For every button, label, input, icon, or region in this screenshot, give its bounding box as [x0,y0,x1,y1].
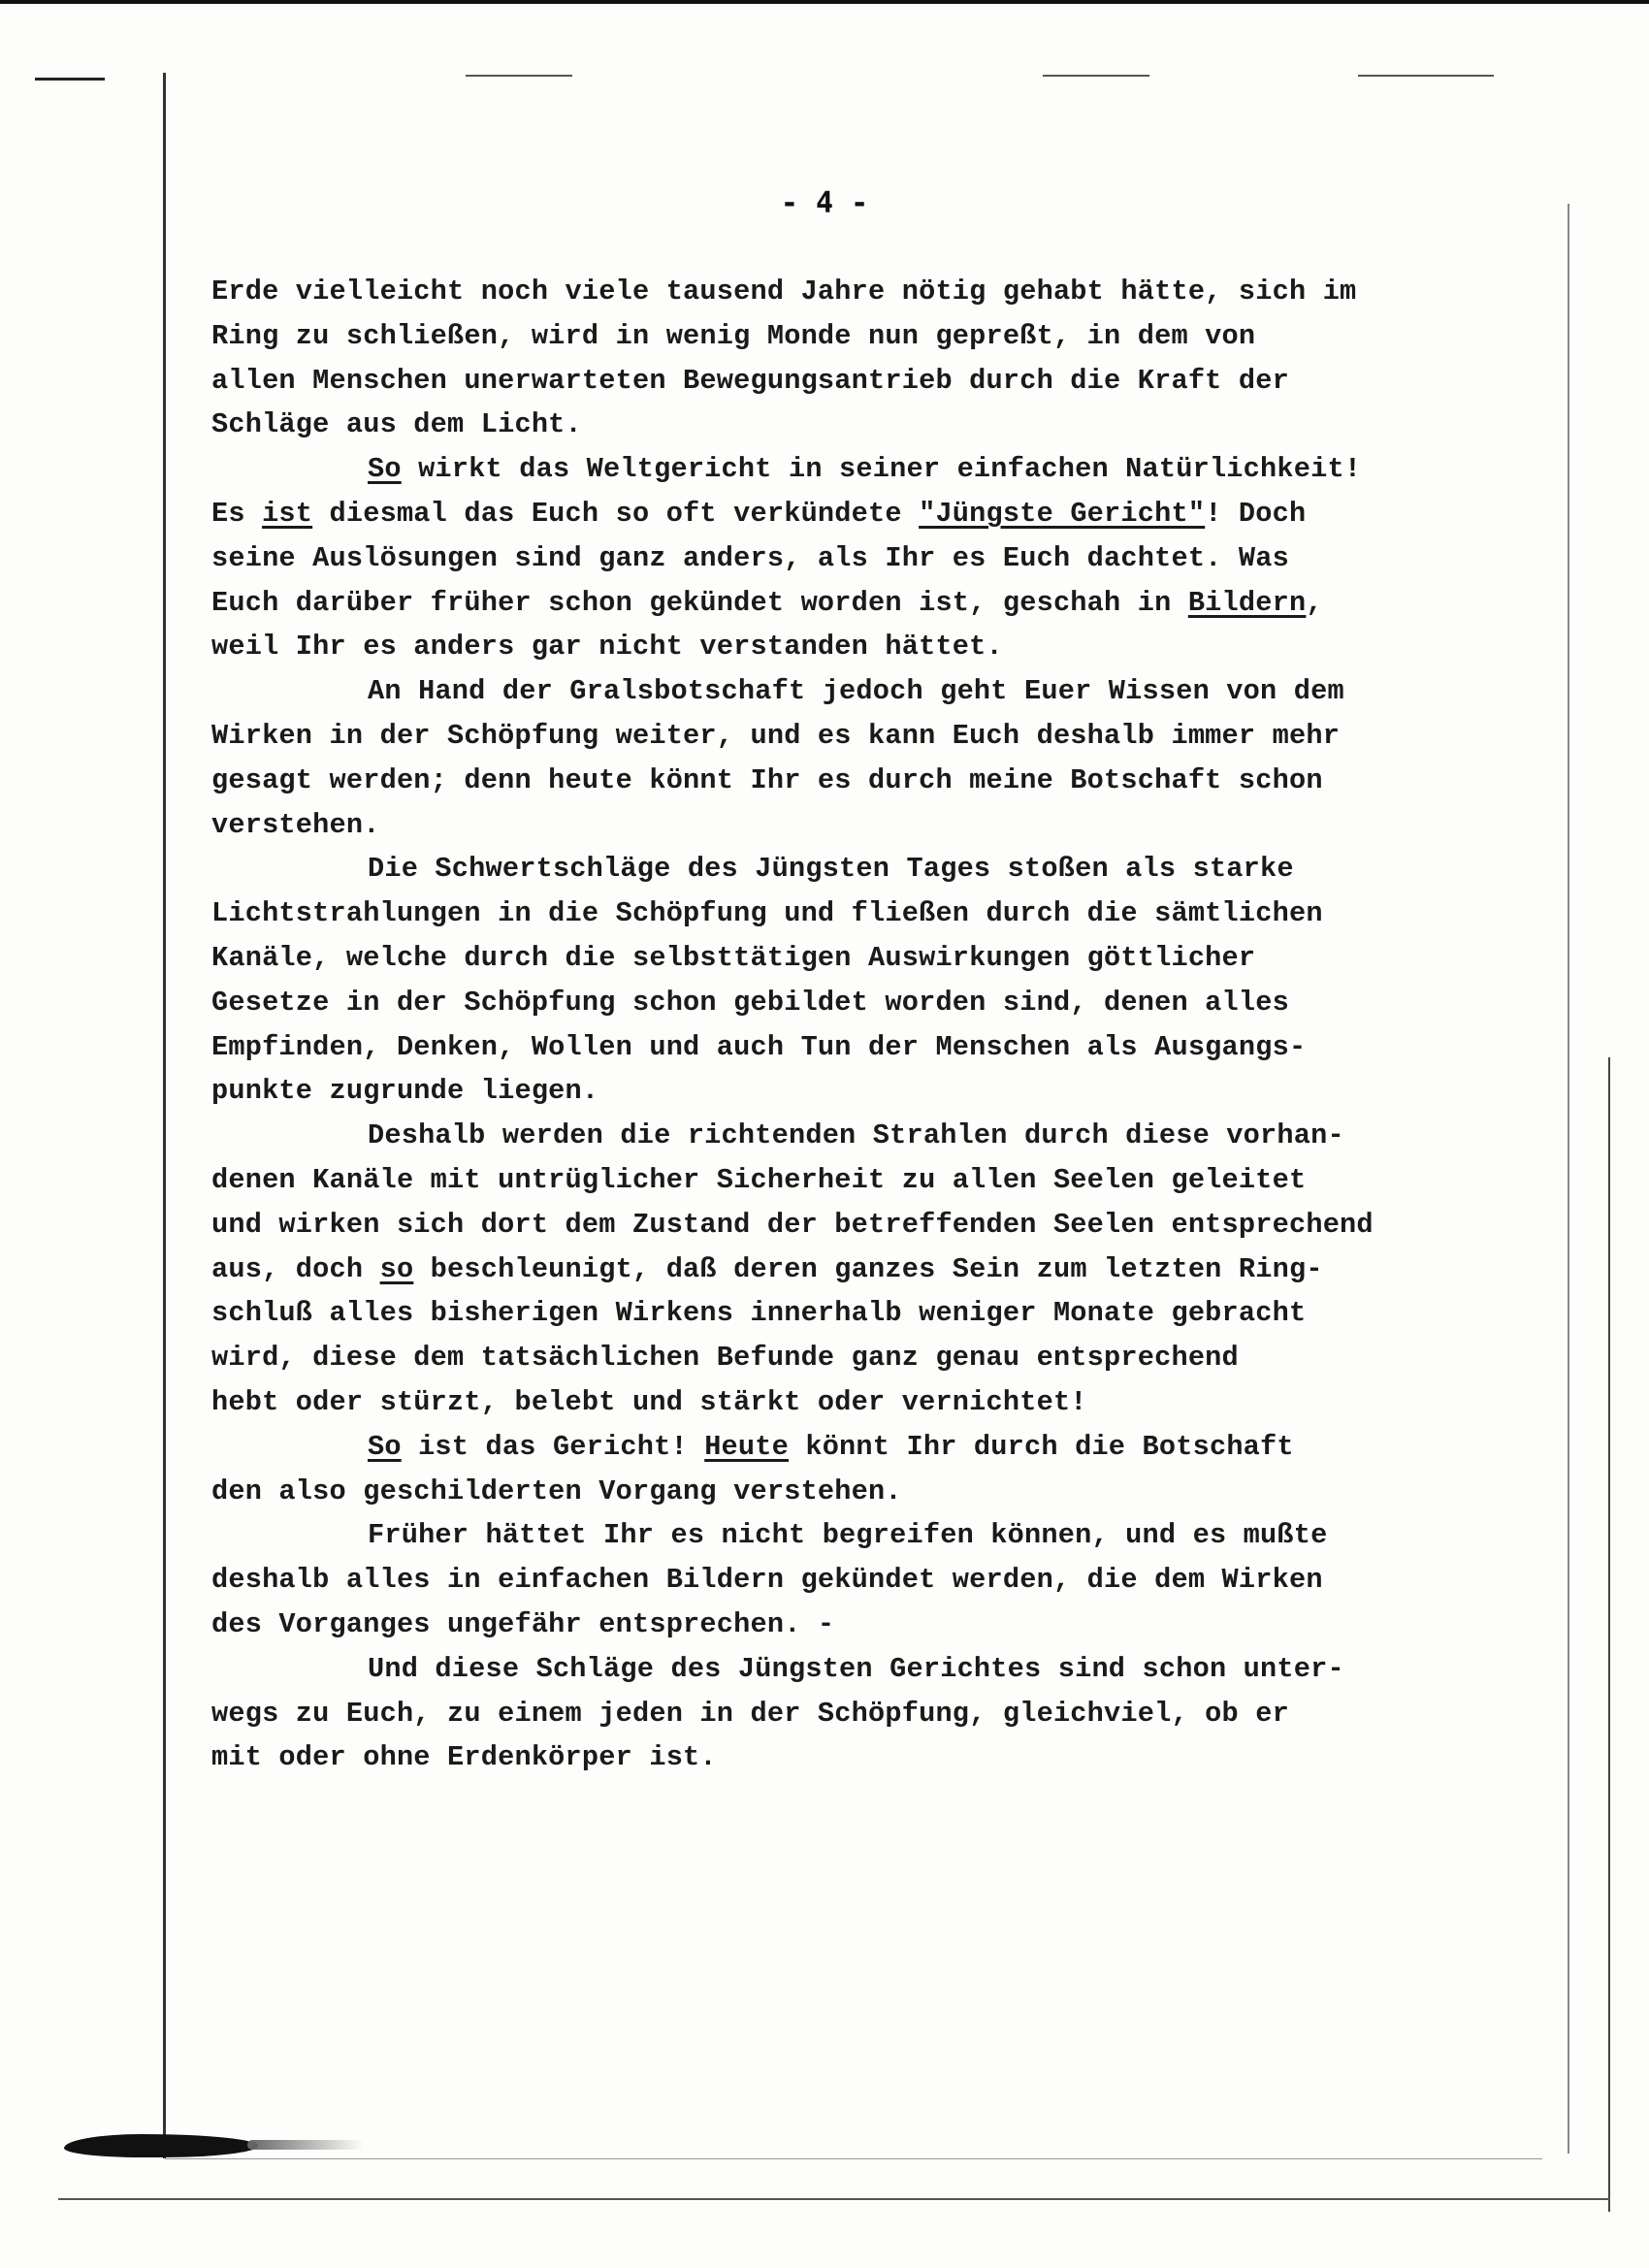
text-line [211,936,1569,981]
text-line [211,581,1569,626]
underlined-word: So [368,1430,402,1463]
text-segment: wegs zu Euch, zu einem jeden in der Schöpfung, gleichviel, ob er [211,1697,1289,1730]
text-segment: Und diese Schläge des Jüngsten Gerichtes sind schon unter- [368,1652,1344,1685]
text-segment: weil Ihr es anders gar nicht verstanden hättet. [211,631,1003,664]
top-dash [466,75,572,77]
text-line [211,1603,1569,1647]
text-line [211,359,1569,404]
top-border-line [0,0,1649,4]
text-segment: Kanäle, welche durch die selbsttätigen Auswirkungen göttlicher [211,941,1256,974]
text-line [211,1692,1569,1736]
text-line [211,625,1569,669]
text-line [211,1114,1569,1158]
ink-smudge [64,2134,258,2157]
text-segment: gesagt werden; denn heute könnt Ihr es durch meine Botschaft schon [211,763,1323,796]
body-text [211,270,1569,1780]
text-line [211,1336,1569,1380]
text-line [211,981,1569,1025]
text-line [211,847,1569,891]
text-segment: punkte zugrunde liegen. [211,1075,599,1108]
underlined-word: Heute [704,1430,789,1463]
text-line [211,1558,1569,1603]
text-segment: Euch darüber früher schon gekündet worden ist, geschah in [211,586,1188,619]
text-segment: An Hand der Gralsbotschaft jedoch geht Euer Wissen von dem [368,675,1344,708]
text-line [211,759,1569,803]
text-line [211,314,1569,359]
text-line [211,270,1569,314]
text-segment: seine Auslösungen sind ganz anders, als Ihr es Euch dachtet. Was [211,541,1289,574]
text-segment: könnt Ihr durch die Botschaft [788,1430,1294,1463]
text-line [211,1069,1569,1114]
text-segment: ! Doch [1205,497,1307,530]
text-line [211,1470,1569,1514]
corner-mark [35,78,105,81]
text-segment: allen Menschen unerwarteten Bewegungsantrieb durch die Kraft der [211,364,1289,397]
bottom-border-line [58,2198,1610,2200]
text-line [211,891,1569,936]
underlined-word: So [368,453,402,486]
text-segment: des Vorganges ungefähr entsprechen. - [211,1607,835,1640]
text-line [211,1025,1569,1070]
text-segment: Erde vielleicht noch viele tausend Jahre nötig gehabt hätte, sich im [211,275,1357,308]
top-dash [1358,75,1494,77]
text-segment: ist das Gericht! [401,1430,705,1463]
text-line [211,1291,1569,1336]
text-line [211,1513,1569,1558]
bottom-inner-line [165,2158,1542,2159]
text-segment: Ring zu schließen, wird in wenig Monde nun gepreßt, in dem von [211,319,1256,352]
text-segment: Schläge aus dem Licht. [211,408,582,441]
text-line [211,714,1569,759]
text-line [211,1380,1569,1425]
text-line [211,669,1569,714]
text-segment: und wirken sich dort dem Zustand der betreffenden Seelen entsprechend [211,1208,1374,1241]
text-segment: aus, doch [211,1252,380,1285]
text-line [211,1158,1569,1203]
text-segment: beschleunigt, daß deren ganzes Sein zum letzten Ring- [413,1252,1323,1285]
underlined-word: ist [262,497,313,530]
text-segment: mit oder ohne Erdenkörper ist. [211,1741,717,1774]
left-margin-line [163,73,166,2158]
text-segment: denen Kanäle mit untrüglicher Sicherheit zu allen Seelen geleitet [211,1163,1307,1196]
text-segment: verstehen. [211,808,380,841]
text-line [211,1425,1569,1470]
text-segment: , [1306,586,1323,619]
text-line [211,492,1569,536]
text-line [211,1735,1569,1780]
text-segment: Gesetze in der Schöpfung schon gebildet worden sind, denen alles [211,986,1289,1019]
underlined-word: "Jüngste Gericht" [919,497,1206,530]
text-line [211,1647,1569,1692]
text-segment: Empfinden, Denken, Wollen und auch Tun der Menschen als Ausgangs- [211,1030,1307,1063]
text-segment: wirkt das Weltgericht in seiner einfachen Natürlichkeit! [401,453,1362,486]
text-line [211,803,1569,848]
page-number: - 4 - [780,186,869,220]
text-segment: deshalb alles in einfachen Bildern gekündet werden, die dem Wirken [211,1564,1323,1597]
underlined-word: so [379,1252,414,1285]
text-segment: Früher hättet Ihr es nicht begreifen können, und es mußte [368,1519,1328,1552]
text-segment: Lichtstrahlungen in die Schöpfung und fließen durch die sämtlichen [211,897,1323,930]
text-segment: den also geschilderten Vorgang verstehen. [211,1474,902,1507]
text-line [211,447,1569,492]
text-segment: Es [211,497,263,530]
text-line [211,1203,1569,1247]
text-segment: Wirken in der Schöpfung weiter, und es kann Euch deshalb immer mehr [211,719,1341,752]
underlined-word: Bildern [1187,586,1307,619]
text-segment: diesmal das Euch so oft verkündete [312,497,920,530]
text-segment: Die Schwertschläge des Jüngsten Tages stoßen als starke [368,853,1294,886]
text-line [211,536,1569,581]
top-dash [1043,75,1149,77]
text-segment: Deshalb werden die richtenden Strahlen durch diese vorhan- [368,1119,1344,1152]
text-segment: hebt oder stürzt, belebt und stärkt oder vernichtet! [211,1385,1087,1418]
right-edge-line [1608,1057,1610,2212]
text-segment: schluß alles bisherigen Wirkens innerhalb weniger Monate gebracht [211,1297,1307,1330]
text-line [211,403,1569,447]
text-segment: wird, diese dem tatsächlichen Befunde ganz genau entsprechend [211,1342,1239,1375]
ink-smudge-tail [247,2140,364,2150]
text-line [211,1247,1569,1292]
